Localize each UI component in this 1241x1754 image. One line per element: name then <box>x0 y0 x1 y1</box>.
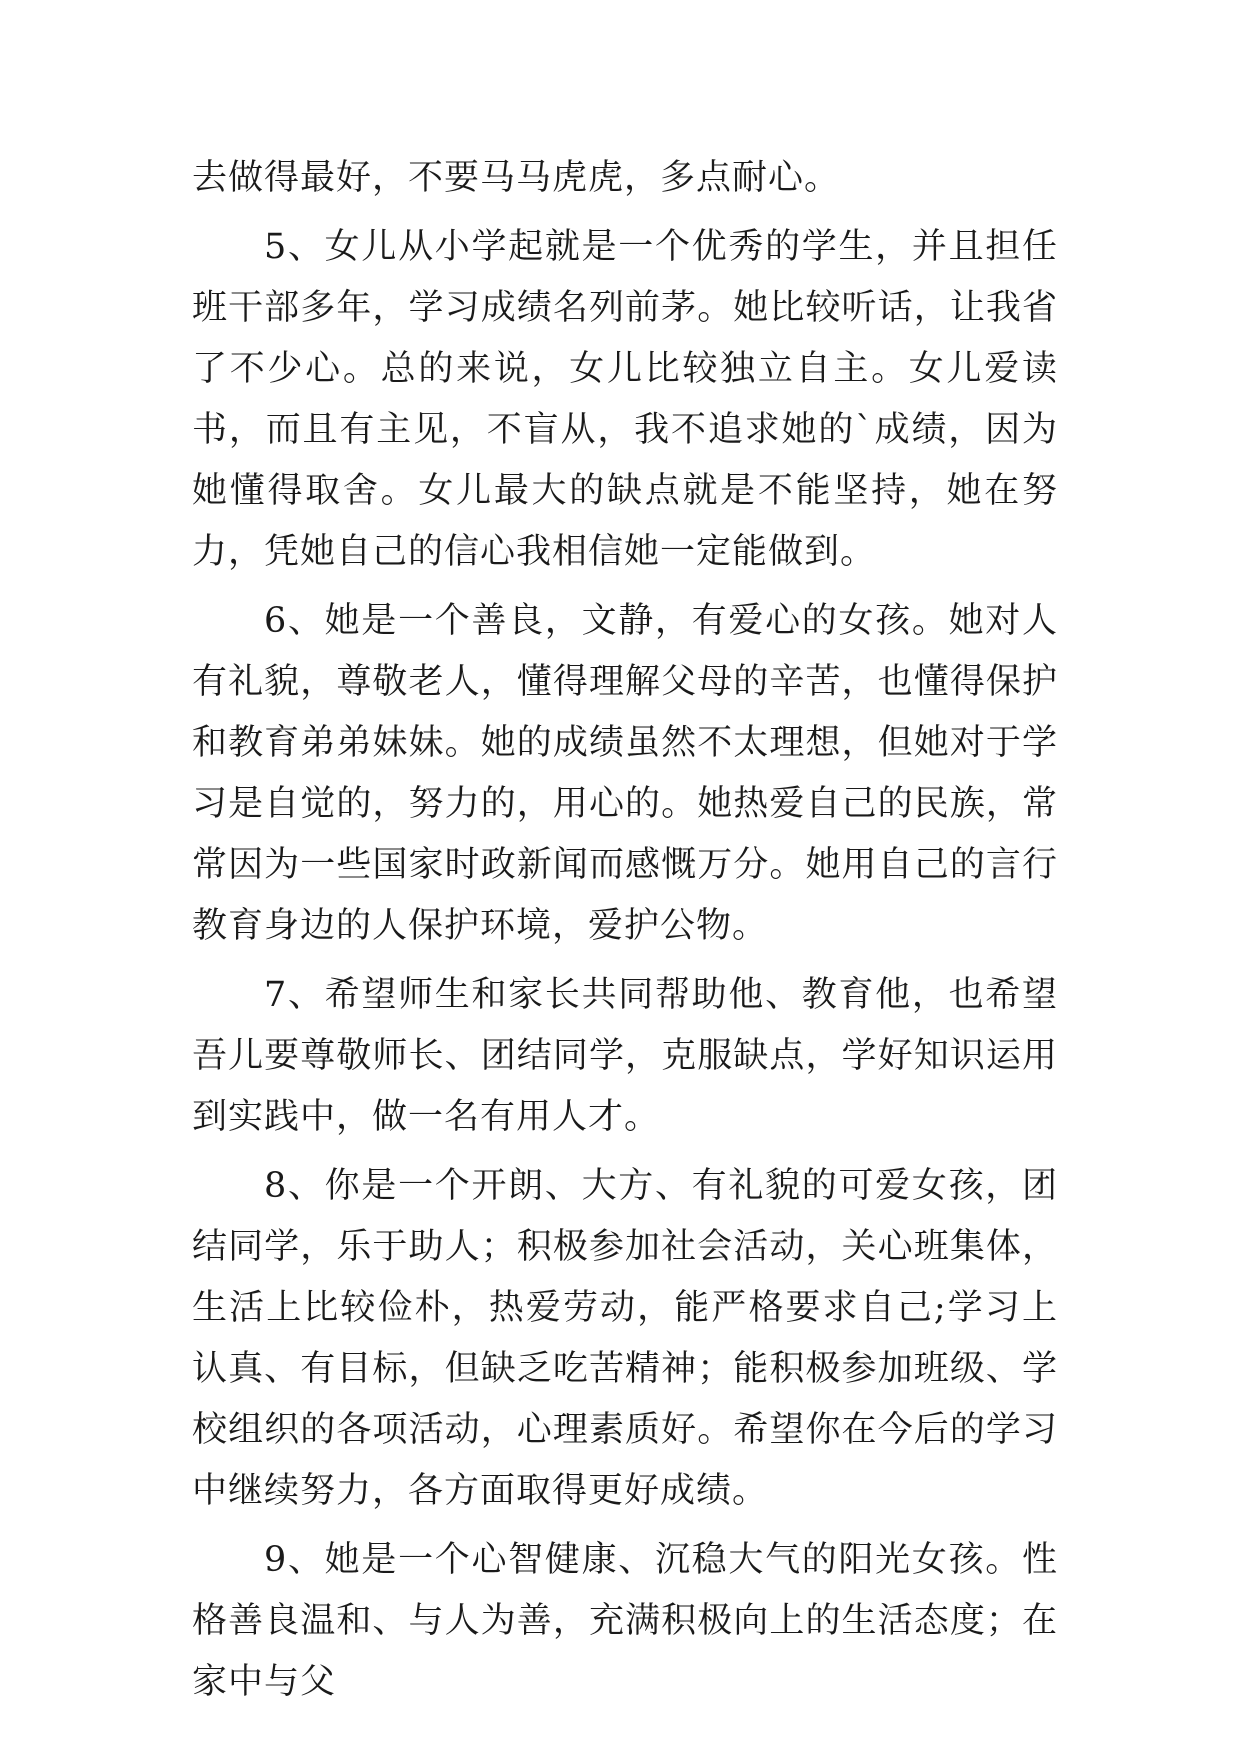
paragraph-continuation: 去做得最好，不要马马虎虎，多点耐心。 <box>192 158 841 198</box>
document-page <box>192 148 1058 1713</box>
paragraph-item-6: 6、她是一个善良，文静，有爱心的女孩。她对人有礼貌，尊敬老人，懂得理解父母的辛苦，也懂得保护和教育弟弟妹妹。她的成绩虽然不太理想，但她对于学习是自觉的，努力的，用心的。她热爱自己的民族，常常因为一些国家时政新闻而感慨万分。她用自己的言行教育身边的人保护环境，爱护公物。 <box>192 601 1058 946</box>
paragraph-item-8: 8、你是一个开朗、大方、有礼貌的可爱女孩，团结同学，乐于助人；积极参加社会活动，关心班集体，生活上比较俭朴，热爱劳动，能严格要求自己;学习上认真、有目标，但缺乏吃苦精神；能积极参加班级、学校组织的各项活动，心理素质好。希望你在今后的学习中继续努力，各方面取得更好成绩。 <box>192 1166 1058 1511</box>
paragraph-item-9: 9、她是一个心智健康、沉稳大气的阳光女孩。性格善良温和、与人为善，充满积极向上的生活态度；在家中与父 <box>192 1540 1058 1702</box>
paragraph-item-7: 7、希望师生和家长共同帮助他、教育他，也希望吾儿要尊敬师长、团结同学，克服缺点，学好知识运用到实践中，做一名有用人才。 <box>192 975 1058 1137</box>
paragraph-item-5: 5、女儿从小学起就是一个优秀的学生，并且担任班干部多年，学习成绩名列前茅。她比较听话，让我省了不少心。总的来说，女儿比较独立自主。女儿爱读书，而且有主见，不盲从，我不追求她的`成绩，因为她懂得取舍。女儿最大的缺点就是不能坚持，她在努力，凭她自己的信心我相信她一定能做到。 <box>192 227 1058 572</box>
